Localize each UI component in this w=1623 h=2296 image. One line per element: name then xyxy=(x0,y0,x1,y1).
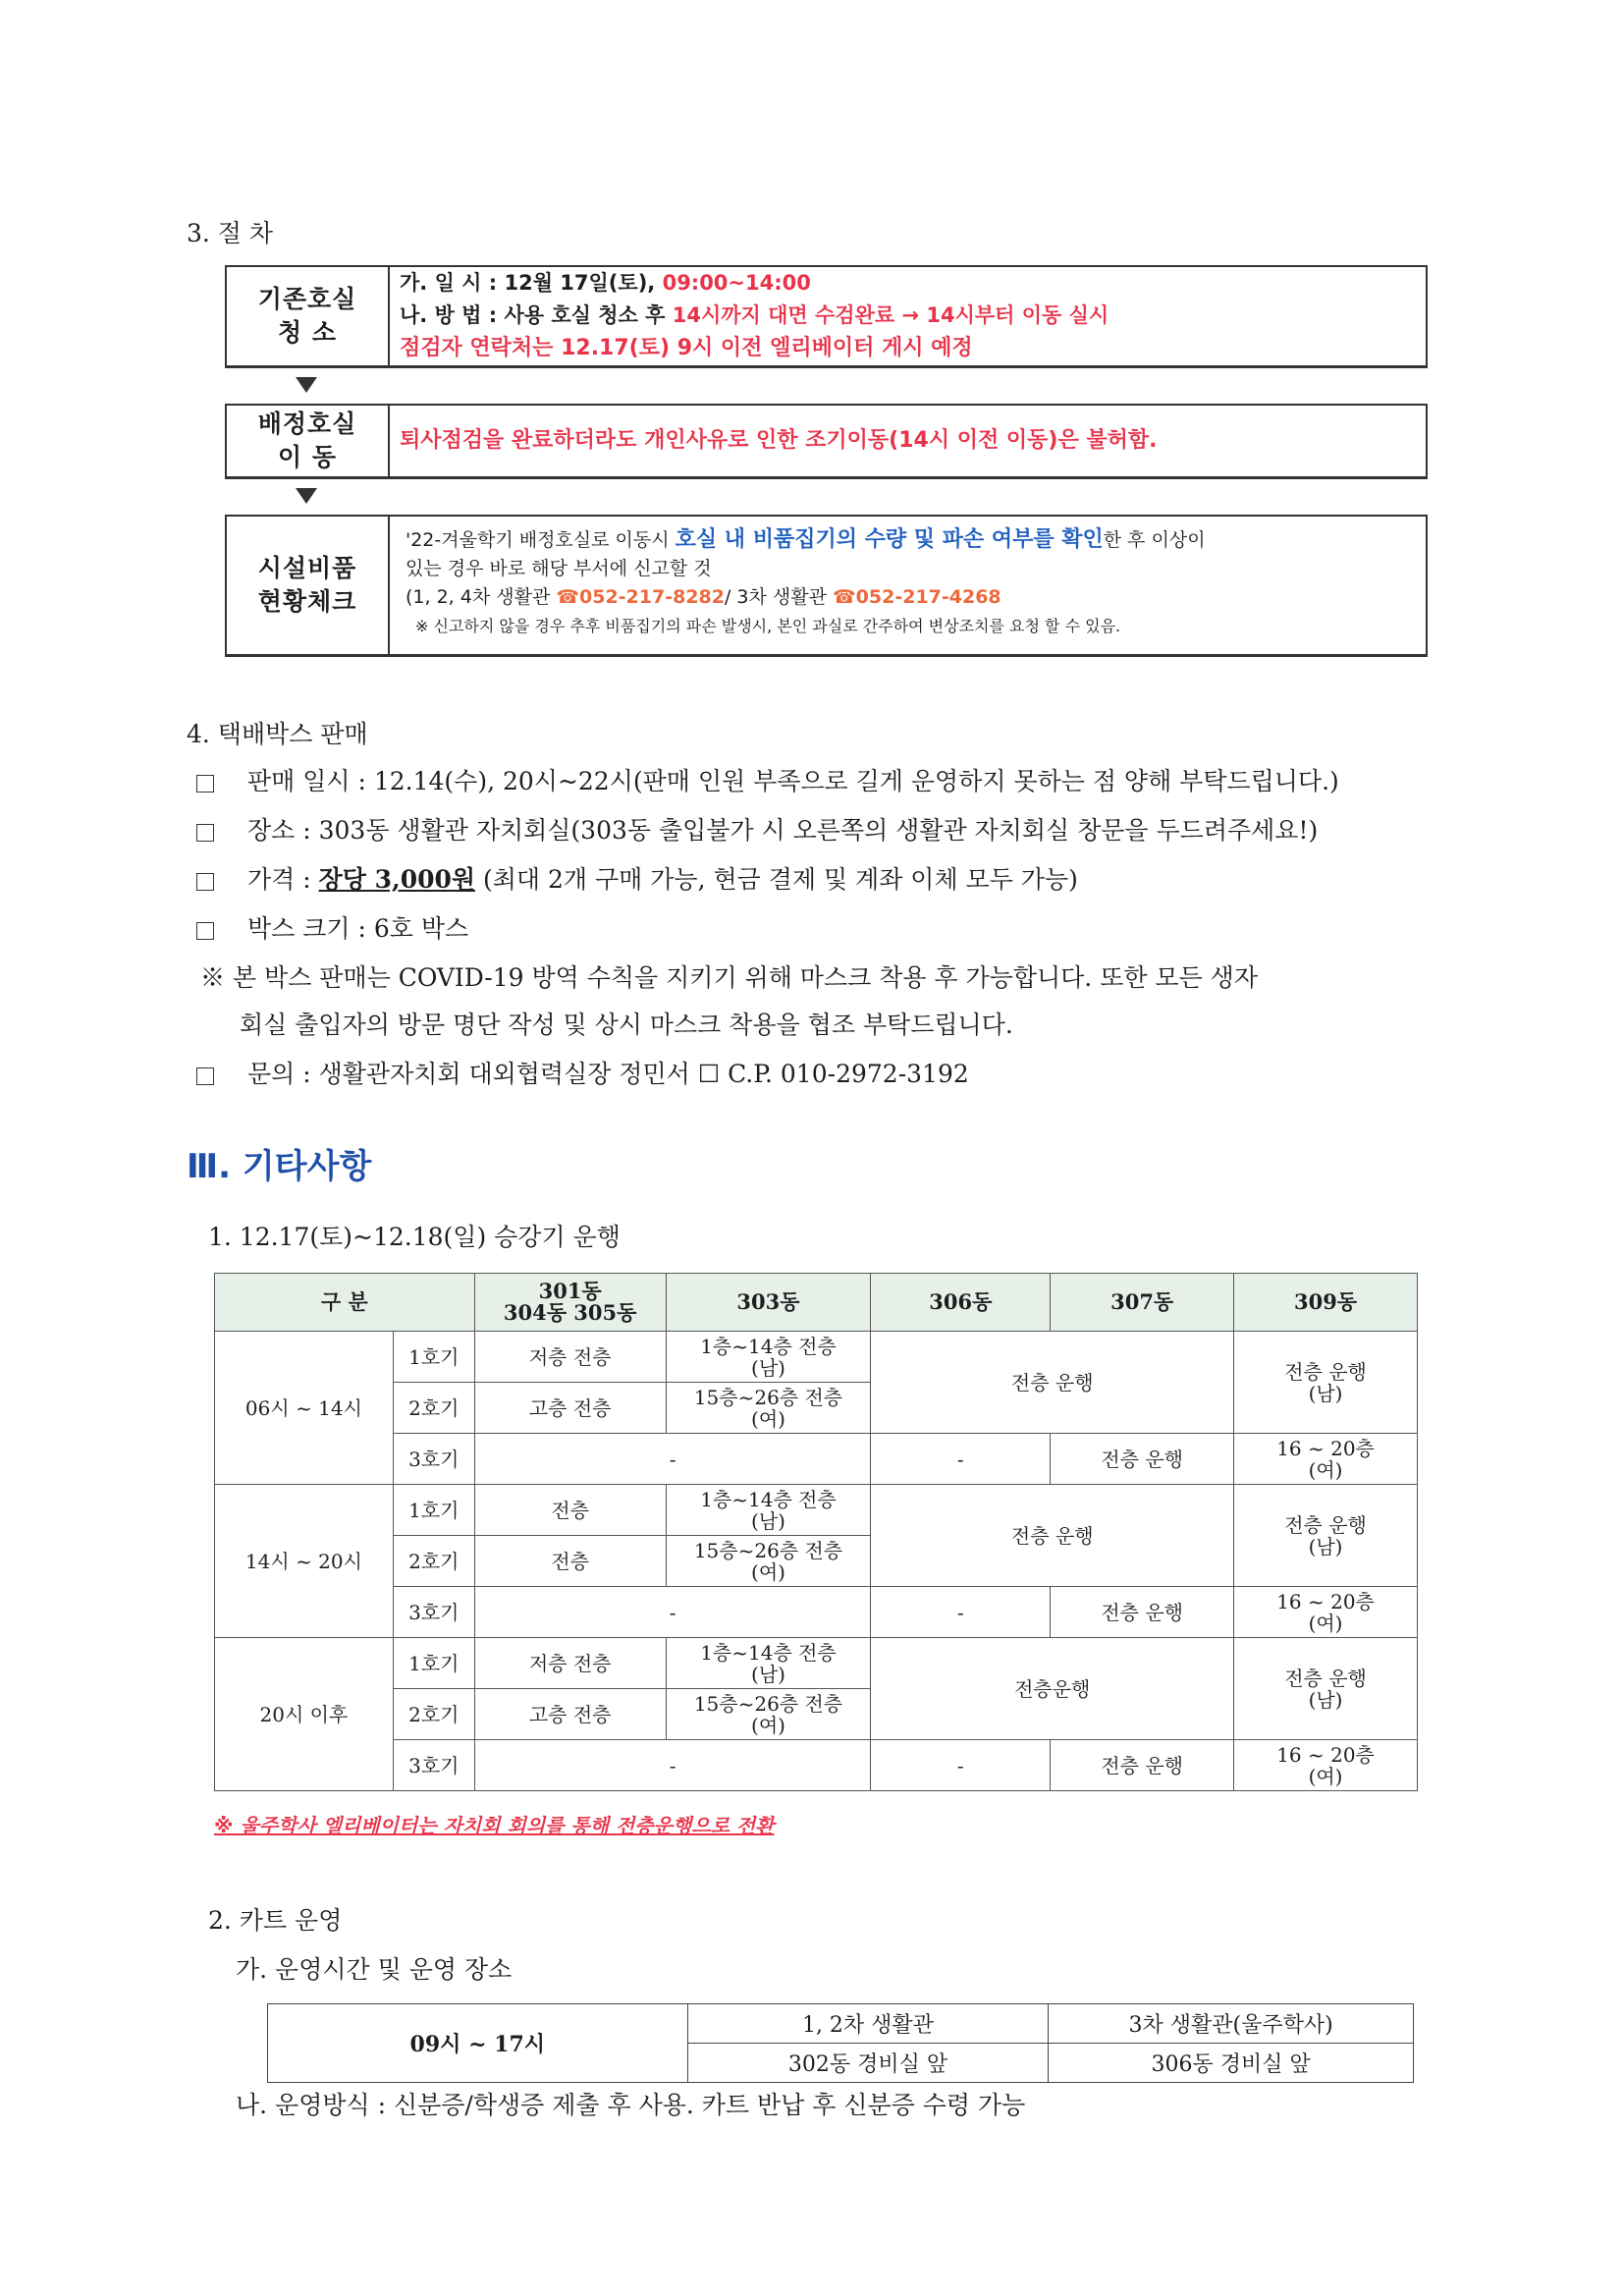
checkbox-bullet-icon xyxy=(196,1067,214,1085)
header-307: 307동 xyxy=(1051,1274,1234,1332)
sale-date: 판매 일시 : 12.14(수), 20시~22시(판매 인원 부족으로 길게 운영하지 못하는 점 양해 부탁드립니다.) xyxy=(247,767,1339,795)
list-item xyxy=(196,860,1078,896)
period-cell: 20시 이후 xyxy=(215,1638,394,1791)
procedure-label xyxy=(227,517,390,654)
cell-307: 전층 운행 xyxy=(1051,1434,1234,1485)
cell-309-line1: 16 ~ 20층 xyxy=(1276,1436,1375,1460)
list-item xyxy=(196,909,468,945)
contact-text: / 3차 생활관 xyxy=(724,586,834,608)
covid-note: ※ 본 박스 판매는 COVID-19 방역 수칙을 지키기 위해 마스크 착용 후 가능합니다. 또한 모든 생자 xyxy=(200,963,1258,992)
checkbox-bullet-icon xyxy=(196,824,214,842)
cell-303-line1: 1층~14층 전층 xyxy=(700,1334,837,1358)
cell-309 xyxy=(1234,1332,1418,1434)
cell-309-line1: 전층 운행 xyxy=(1284,1512,1367,1537)
list-item xyxy=(196,1055,969,1090)
cell-303-line2: (남) xyxy=(751,1662,785,1686)
checkbox-bullet-icon xyxy=(196,922,214,940)
list-item xyxy=(196,762,1339,797)
cell-309 xyxy=(1234,1485,1418,1587)
check-highlight: 호실 내 비품집기의 수량 및 파손 여부를 확인 xyxy=(675,527,1104,552)
table-row xyxy=(268,2004,1414,2044)
contact-info: 문의 : 생활관자치회 대외협력실장 정민서 ☐ C.P. 010-2972-3192 xyxy=(247,1060,969,1088)
cell-306-307: 전층운행 xyxy=(871,1638,1234,1740)
cell-303-line2: (여) xyxy=(751,1559,785,1584)
cart-method: 나. 운영방식 : 신분증/학생증 제출 후 사용. 카트 반납 후 신분증 수령 가능 xyxy=(236,2091,1026,2119)
cell-309-line2: (여) xyxy=(1308,1457,1343,1482)
cart-location: 302동 경비실 앞 xyxy=(687,2044,1049,2083)
section-roman: Ⅲ. xyxy=(187,1147,232,1186)
header-309: 309동 xyxy=(1234,1274,1418,1332)
cell-303 xyxy=(666,1689,871,1740)
cart-location-head: 3차 생활관(울주학사) xyxy=(1049,2004,1414,2044)
table-row xyxy=(215,1434,1418,1485)
cell-301-303: - xyxy=(474,1587,871,1638)
cell-309-line2: (여) xyxy=(1308,1764,1343,1788)
cell-306-307: 전층 운행 xyxy=(871,1332,1234,1434)
procedure-label xyxy=(227,267,390,365)
cart-location-head: 1, 2차 생활관 xyxy=(687,2004,1049,2044)
cart-hours-table xyxy=(267,2003,1414,2083)
checkbox-bullet-icon xyxy=(196,775,214,793)
label-line1: 시설비품 xyxy=(257,554,357,582)
cell-309 xyxy=(1234,1587,1418,1638)
early-move-notice: 퇴사점검을 완료하더라도 개인사유로 인한 조기이동(14시 이전 이동)은 불허함. xyxy=(400,428,1158,453)
unit-cell: 3호기 xyxy=(393,1587,474,1638)
elevator-subheading: 1. 12.17(토)~12.18(일) 승강기 운행 xyxy=(208,1223,621,1251)
label-line2: 이 동 xyxy=(277,443,337,471)
box-size: 박스 크기 : 6호 박스 xyxy=(247,914,469,943)
cell-303 xyxy=(666,1332,871,1383)
cell-303 xyxy=(666,1383,871,1434)
cart-location: 306동 경비실 앞 xyxy=(1049,2044,1414,2083)
section3-heading: 3. 절 차 xyxy=(187,219,274,247)
table-row xyxy=(215,1740,1418,1791)
elevator-schedule-table xyxy=(214,1273,1418,1791)
down-arrow-icon xyxy=(296,488,317,504)
cell-309-line1: 16 ~ 20층 xyxy=(1276,1742,1375,1767)
phone-number: ☎052-217-8282 xyxy=(556,586,725,608)
cell-303 xyxy=(666,1536,871,1587)
method-line xyxy=(400,300,1416,332)
table-row xyxy=(215,1638,1418,1689)
elevator-table-note: ※ 울주학사 엘리베이터는 자치회 회의를 통해 전층운행으로 전환 xyxy=(214,1814,775,1837)
cell-301-303: - xyxy=(474,1434,871,1485)
cell-303-line1: 1층~14층 전층 xyxy=(700,1487,837,1511)
label-line2: 현황체크 xyxy=(257,587,357,616)
cell-306: - xyxy=(871,1434,1051,1485)
procedure-label xyxy=(227,406,390,476)
cell-309 xyxy=(1234,1434,1418,1485)
cell-309-line1: 전층 운행 xyxy=(1284,1666,1367,1690)
inspector-notice: 점검자 연락처는 12.17(토) 9시 이전 엘리베이터 게시 예정 xyxy=(400,336,973,360)
label-line1: 배정호실 xyxy=(257,410,357,438)
unit-cell: 1호기 xyxy=(393,1485,474,1536)
contact-text: (1, 2, 4차 생활관 xyxy=(406,586,557,608)
method-highlight: 14시까지 대면 수검완료 → 14시부터 이동 실시 xyxy=(672,303,1109,327)
down-arrow-icon xyxy=(296,377,317,393)
schedule-time: 09:00~14:00 xyxy=(662,271,811,295)
cell-301-303: - xyxy=(474,1740,871,1791)
liability-note: ※ 신고하지 않을 경우 추후 비품집기의 파손 발생시, 본인 과실로 간주하여 변상조치를 요청 할 수 있음. xyxy=(415,617,1121,635)
table-header-row xyxy=(215,1274,1418,1332)
cell-309 xyxy=(1234,1638,1418,1740)
cell-309-line2: (남) xyxy=(1308,1381,1343,1405)
unit-cell: 3호기 xyxy=(393,1434,474,1485)
check-suffix: 한 후 이상이 xyxy=(1103,529,1206,551)
header-301-line1: 301동 xyxy=(538,1279,602,1303)
check-text: '22-겨울학기 배정호실로 이동시 xyxy=(406,529,676,551)
cell-306: - xyxy=(871,1587,1051,1638)
period-cell: 06시 ~ 14시 xyxy=(215,1332,394,1485)
cell-303-line2: (남) xyxy=(751,1355,785,1380)
cell-301: 전층 xyxy=(474,1485,666,1536)
unit-cell: 2호기 xyxy=(393,1536,474,1587)
covid-note-cont: 회실 출입자의 방문 명단 작성 및 상시 마스크 착용을 협조 부탁드립니다. xyxy=(240,1011,1013,1039)
table-row xyxy=(215,1485,1418,1536)
cell-309-line1: 16 ~ 20층 xyxy=(1276,1589,1375,1613)
table-row xyxy=(215,1332,1418,1383)
cell-309-line2: (남) xyxy=(1308,1534,1343,1558)
phone-number: ☎052-217-4268 xyxy=(833,586,1001,608)
cell-303-line2: (남) xyxy=(751,1508,785,1533)
cart-subheading: 2. 카트 운영 xyxy=(208,1906,343,1935)
unit-cell: 2호기 xyxy=(393,1383,474,1434)
unit-cell: 1호기 xyxy=(393,1638,474,1689)
schedule-line xyxy=(400,267,1416,300)
check-line1 xyxy=(406,525,1416,555)
cell-309-line1: 전층 운행 xyxy=(1284,1359,1367,1384)
cell-307: 전층 운행 xyxy=(1051,1740,1234,1791)
section-title xyxy=(187,1139,371,1187)
cell-307: 전층 운행 xyxy=(1051,1587,1234,1638)
method-text: 나. 방 법 : 사용 호실 청소 후 xyxy=(400,303,673,327)
header-301-line2: 304동 305동 xyxy=(503,1300,637,1325)
cell-303 xyxy=(666,1638,871,1689)
cell-301: 전층 xyxy=(474,1536,666,1587)
cell-301: 고층 전층 xyxy=(474,1689,666,1740)
unit-cell: 1호기 xyxy=(393,1332,474,1383)
procedure-box-room-cleaning xyxy=(225,265,1428,368)
cell-301: 저층 전층 xyxy=(474,1332,666,1383)
label-line1: 기존호실 xyxy=(257,285,357,313)
header-303: 303동 xyxy=(666,1274,871,1332)
cell-303-line2: (여) xyxy=(751,1713,785,1737)
schedule-text: 가. 일 시 : 12월 17일(토), xyxy=(400,271,663,295)
cell-309 xyxy=(1234,1740,1418,1791)
cart-hours-heading: 가. 운영시간 및 운영 장소 xyxy=(236,1955,513,1984)
cell-301: 고층 전층 xyxy=(474,1383,666,1434)
procedure-box-room-move xyxy=(225,404,1428,479)
cell-303-line2: (여) xyxy=(751,1406,785,1431)
cell-303-line1: 15층~26층 전층 xyxy=(693,1385,843,1409)
list-item xyxy=(196,811,1318,847)
label-line2: 청 소 xyxy=(277,318,337,347)
cell-306-307: 전층 운행 xyxy=(871,1485,1234,1587)
checkbox-bullet-icon xyxy=(196,873,214,891)
unit-cell: 2호기 xyxy=(393,1689,474,1740)
cell-309-line2: (여) xyxy=(1308,1611,1343,1635)
cart-time: 09시 ~ 17시 xyxy=(268,2004,688,2083)
cell-303 xyxy=(666,1485,871,1536)
table-row xyxy=(215,1587,1418,1638)
cell-309-line2: (남) xyxy=(1308,1687,1343,1712)
procedure-box-facility-check xyxy=(225,515,1428,657)
cell-303-line1: 15층~26층 전층 xyxy=(693,1538,843,1562)
cell-303-line1: 15층~26층 전층 xyxy=(693,1691,843,1716)
section4-heading: 4. 택배박스 판매 xyxy=(187,720,368,748)
header-306: 306동 xyxy=(871,1274,1051,1332)
header-301 xyxy=(474,1274,666,1332)
contact-line xyxy=(406,583,1416,612)
price-label: 가격 : xyxy=(247,865,319,894)
cell-306: - xyxy=(871,1740,1051,1791)
check-line2: 있는 경우 바로 해당 부서에 신고할 것 xyxy=(406,558,712,579)
sale-location: 장소 : 303동 생활관 자치회실(303동 출입불가 시 오른쪽의 생활관 자치회실 창문을 두드려주세요!) xyxy=(247,816,1319,845)
header-category: 구 분 xyxy=(215,1274,475,1332)
period-cell: 14시 ~ 20시 xyxy=(215,1485,394,1638)
price-note: (최대 2개 구매 가능, 현금 결제 및 계좌 이체 모두 가능) xyxy=(475,865,1078,894)
price-value: 장당 3,000원 xyxy=(318,865,476,894)
cell-303-line1: 1층~14층 전층 xyxy=(700,1640,837,1665)
cell-301: 저층 전층 xyxy=(474,1638,666,1689)
unit-cell: 3호기 xyxy=(393,1740,474,1791)
section-title-text: 기타사항 xyxy=(242,1147,372,1186)
